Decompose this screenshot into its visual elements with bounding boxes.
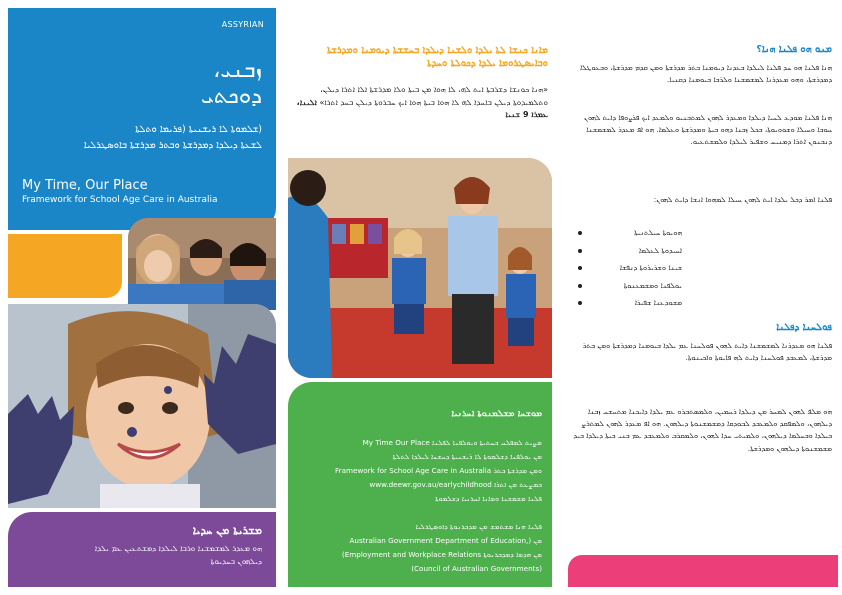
pink-decor-bar — [568, 555, 838, 587]
purple-panel-text — [14, 542, 262, 568]
title-english: My Time, Our Place — [22, 178, 148, 193]
list-item: ܝܘܠܦܢܐ ܘܡܫܡܥܢܘܬܐ — [570, 281, 832, 299]
bullet-dot — [578, 249, 582, 253]
green-panel-link[interactable]: www.deewr.gov.au/earlychildhood ܒܡܨܥܬ ܡܢ ܐܬܪܐ — [369, 480, 542, 489]
title-syriac-line1: ܙܒܢܝ، — [213, 58, 262, 83]
quote-author: ܐܠܝܢܐ، ܥܡܪܐ 9 ܫܢܝܐ — [296, 97, 548, 119]
right-heading-1: ܡܢܘ ܗܘ ܦܠܢܐ ܗܢܐ؟ — [756, 44, 832, 55]
right-paragraph-4: ܦܠܢܐ ܗܘ ܡܥܕܪܢܐ ܠܡܫܡܫܢܐ ܕܐܝܬ ܠܗܘܢ ܦܘܠܚܢܐ ܥܡ ܝܠܕܐ ܒܝܘܡܢܐ ܕܡܕܪܫܬܐ ܘܡܢ ܒܬܪ ܡܕܪܫܬܐ، ܠܡܥܒܕ ܦܘܠܚܢܐ ܕܐܝܬ ܠܗ ܦܐܝܘܬܐ ܘܐܟܝܢܘܬܐ. — [582, 341, 832, 363]
subtitle-syriac — [14, 122, 262, 154]
quote-block — [296, 84, 548, 122]
subtitle-syriac-line2: ܠܫܥܬܐ ܕܝܠܕܐ ܕܡܕܪܫܬܐ ܘܒܬܪ ܡܕܪܫܬܐ ܒܐܘܣܛܪܠܝܐ — [83, 140, 262, 151]
right-paragraph-1: ܗܢܐ ܦܠܢܐ ܗܘ ܚܕ ܦܠܢܐ ܠܝܠܕܐ ܒܥܕܢܐ ܕܝܘܡܢܐ ܒܬܪ ܡܕܪܫܬܐ ܘܡܢ ܩܕܡ ܡܕܪܫܬܐ، ܘܒܥܘܛܠܐ ܕܡܕܪܫܬܐ، ܘܗܘ ܡܥܕܪܢܐ ܠܡܫܡܫܢܐ ܘܠܪܒܐ ܒܝܘܡܢܐ ܕܩܢܝܐ. — [579, 63, 832, 85]
purple-info-panel — [8, 512, 276, 587]
photo-classroom — [288, 158, 552, 378]
green-panel-line1: My Time Our Place ܡܨܝܬ ܠܡܦܠܚ ܒܚܬܝܬܐ ܘܝܘܠܦܢܐ ܠܦܠܢܐ — [362, 438, 542, 447]
title-syriac-line2: ܕܘܟܬܝ — [200, 84, 262, 109]
title-syriac — [201, 58, 262, 110]
photo-girl-painted-hands — [8, 304, 276, 508]
green-panel-line7: Australian Government Department of Education,) ܡܢ — [349, 536, 542, 545]
green-panel-line3: Framework for School Age Care in Australia ܘܡܢ ܡܕܪܫܬܐ ܒܬܪ — [335, 466, 542, 475]
list-item: ܐܚܝܕܘܬܐ ܠܥܠܡܐ — [570, 246, 832, 264]
bullet-dot — [578, 231, 582, 235]
list-item: ܡܫܘܕܥܢܐ ܫܦܝܪܐ — [570, 298, 832, 316]
right-paragraph-2: ܗܢܐ ܦܠܢܐ ܡܘܕܥ ܠܚܝܐ ܕܝܠܕܐ ܘܡܥܕܪ ܠܗܘܢ ܠܡܬܒܢܝܘ ܘܠܡܥܕ ܐܝܟ ܦܪܨܘܦܐ ܕܐܝܬ ܠܗܘܢ ܚܘܒܐ ܘܚܝܠܐ ܘܫܘܘܝܘܬܐ، ܒܟܠ ܙܒܢܐ ܕܗܘ ܒܝܬܐ ܘܡܕܪܫܬܐ ܘܥܠܡܐ. ܗܘ ܐܦ ܡܥܕܪ ܠܡܫܡܫܢܐ ܕܢܒܢܘܢ ܐܬܪܐ ܕܡܢܝܚ ܘܫܦܝܪ ܠܝܠܕܐ ܘܠܡܫܬܥܝܘ. — [584, 113, 832, 147]
green-panel-line8: (Employment and Workplace Relations ܡܢ ܗܕܡܐ ܕܡܕܒܪܢܘܬܐ — [341, 550, 542, 559]
orange-decor-block — [8, 234, 122, 298]
photo-children-group — [128, 218, 276, 310]
green-panel-line5: ܦܠܢܐ ܡܫܡܫܢܐ ܘܡܐܢܐ ܐܚܪܢܝܐ ܕܫܠܡܘܬܐ — [435, 494, 542, 503]
quote-heading: ܡܐܢܐ ܟܢܫܐ ܠܬܐ ܝܠܕܐ ܘܠܫܢܐ ܕܝܠܕܐ ܒܚܫܫܬܐ ܕܝܘܡܢܐ ܘܡܕܪܫܬܐ ܘܒܐܝܣܛܪܘܡܐ ܝܠܕܐ ܕܟܘܠܬܐ ܘܚܕܬܐ — [326, 45, 548, 69]
right-paragraph-3: ܦܠܢܐ ܐܡܪ ܕܟܠ ܝܠܕܐ ܐܝܬ ܠܗܘܢ ܚܝܠܐ ܠܡܗܘܐ ܐܢܫܐ ܕܐܝܬ ܠܗܘܢ: — [653, 195, 832, 204]
subtitle-syriac-line1: (ܫܠܡܘܬܐ ܠܐ ܪܝܫܢܝܬܐ (ܦܪܝܡܐ ܘܬܠܬܐ — [135, 124, 262, 135]
purple-panel-line1: ܗܘ ܡܥܕܪ ܠܡܫܡܫܢܐ ܘܪܒܐ ܠܝܠܕܐ ܕܡܫܬܥܝܢ ܥܡ ܝܠܕܐ — [94, 544, 262, 553]
purple-panel-line2: ܕܝܠܗܘܢ ܒܚܕܝܘܬܐ — [210, 557, 262, 566]
green-panel-line9: (Council of Australian Governments) — [411, 564, 542, 573]
green-panel-line2: ܡܢ ܝܘܠܦܢܐ ܕܫܠܡܘܬܐ ܠܐ ܪܝܫܢܝܬܐ ܕܚܫܚܐ ܠܝܠܕܐ ܠܬܠܬܐ — [392, 452, 542, 461]
subtitle-english: Framework for School Age Care in Australia — [22, 195, 218, 205]
title-panel — [8, 8, 276, 230]
quote-body: «ܗܢܐ ܟܘܢܫܐ ܕܫܪܒܬܐ ܐܝܬ ܠܗ، ܠܐ ܗܘܐ ܡܢ ܒܝܬܐ ܘܠܐ ܡܕܪܫܬܐ ܐܠܐ ܐܬܪܐ ܕܝܠܢ، ܘܬܠܡܝܕܘܬܐ ܕܝܠܢ ܒܐܚܕܐ ܠܗ ܠܐ ܗܘܐ ܒܝܬܐ ܗܘܐ ܐܝܟ ܚܒܪܘܬܐ ܕܝܠܢ ܒܚܕ ܐܬܪܐ» — [319, 85, 548, 107]
right-heading-2: ܦܘܠܚܢܐ ܕܦܠܢܐ — [776, 322, 832, 333]
bullet-dot — [578, 284, 582, 288]
purple-panel-heading: ܡܫܪܝܬܐ ܡܢ ܚܕܝܐ — [192, 524, 262, 537]
list-item: ܗܘܝܘܬܐ ܚܝܠܬܢܝܬܐ — [570, 228, 832, 246]
green-panel-line6: ܦܠܢܐ ܗܢܐ ܡܫܬܡܫ ܡܢ ܡܕܒܪܢܘܬܐ ܕܐܘܣܛܪܠܝܐ — [415, 522, 542, 531]
list-item: ܫܝܢܐ ܘܫܪܝܪܘܬܐ ܕܢܦܫܐ — [570, 263, 832, 281]
bullet-dot — [578, 301, 582, 305]
right-paragraph-5: ܗܘ ܡܠܦ ܠܗܘܢ ܠܡܚܪ ܡܢ ܕܝܠܕܐ ܪܚܡܝܢ، ܘܠܡܣܬܒܪܘ ܥܡ ܝܠܕܐ ܕܐܝܟܢܐ ܡܬܚܫܚ ܙܒܢܐ ܕܝܠܗܘܢ، ܘܠܡܦܩܕ ܘܠܡܥܒܕ ܠܒܘܕܩܐ ܕܡܫܡܫܢܘܬܐ ܕܝܠܗܘܢ. ܗܘ ܐܦ ܡܥܕܪ ܠܗܘܢ ܠܡܬܪܨ ܒܝܠܕܐ ܘܒܚܠܡܐ ܕܝܠܗܘܢ، ܘܠܡܝܬܝ ܚܕܐ ܠܗܘܢ، ܘܠܡܩܪܒ ܘܠܡܥܒܕ ܥܡ ܒܢܝ ܒܝܬܐ ܕܝܠܕܐ ܒܝܕ ܡܫܡܫܢܘܬܐ ܕܝܠܗܘܢ ܘܡܕܪܫܬܐ. — [573, 407, 832, 453]
language-label: ASSYRIAN — [221, 20, 264, 29]
bullet-dot — [578, 266, 582, 270]
green-info-panel — [288, 382, 552, 587]
bullet-list — [570, 228, 832, 316]
green-panel-heading: ܡܘܫܚܐ ܡܫܠܡܢܘܬܐ ܐܚܪܢܝܐ — [451, 409, 542, 419]
